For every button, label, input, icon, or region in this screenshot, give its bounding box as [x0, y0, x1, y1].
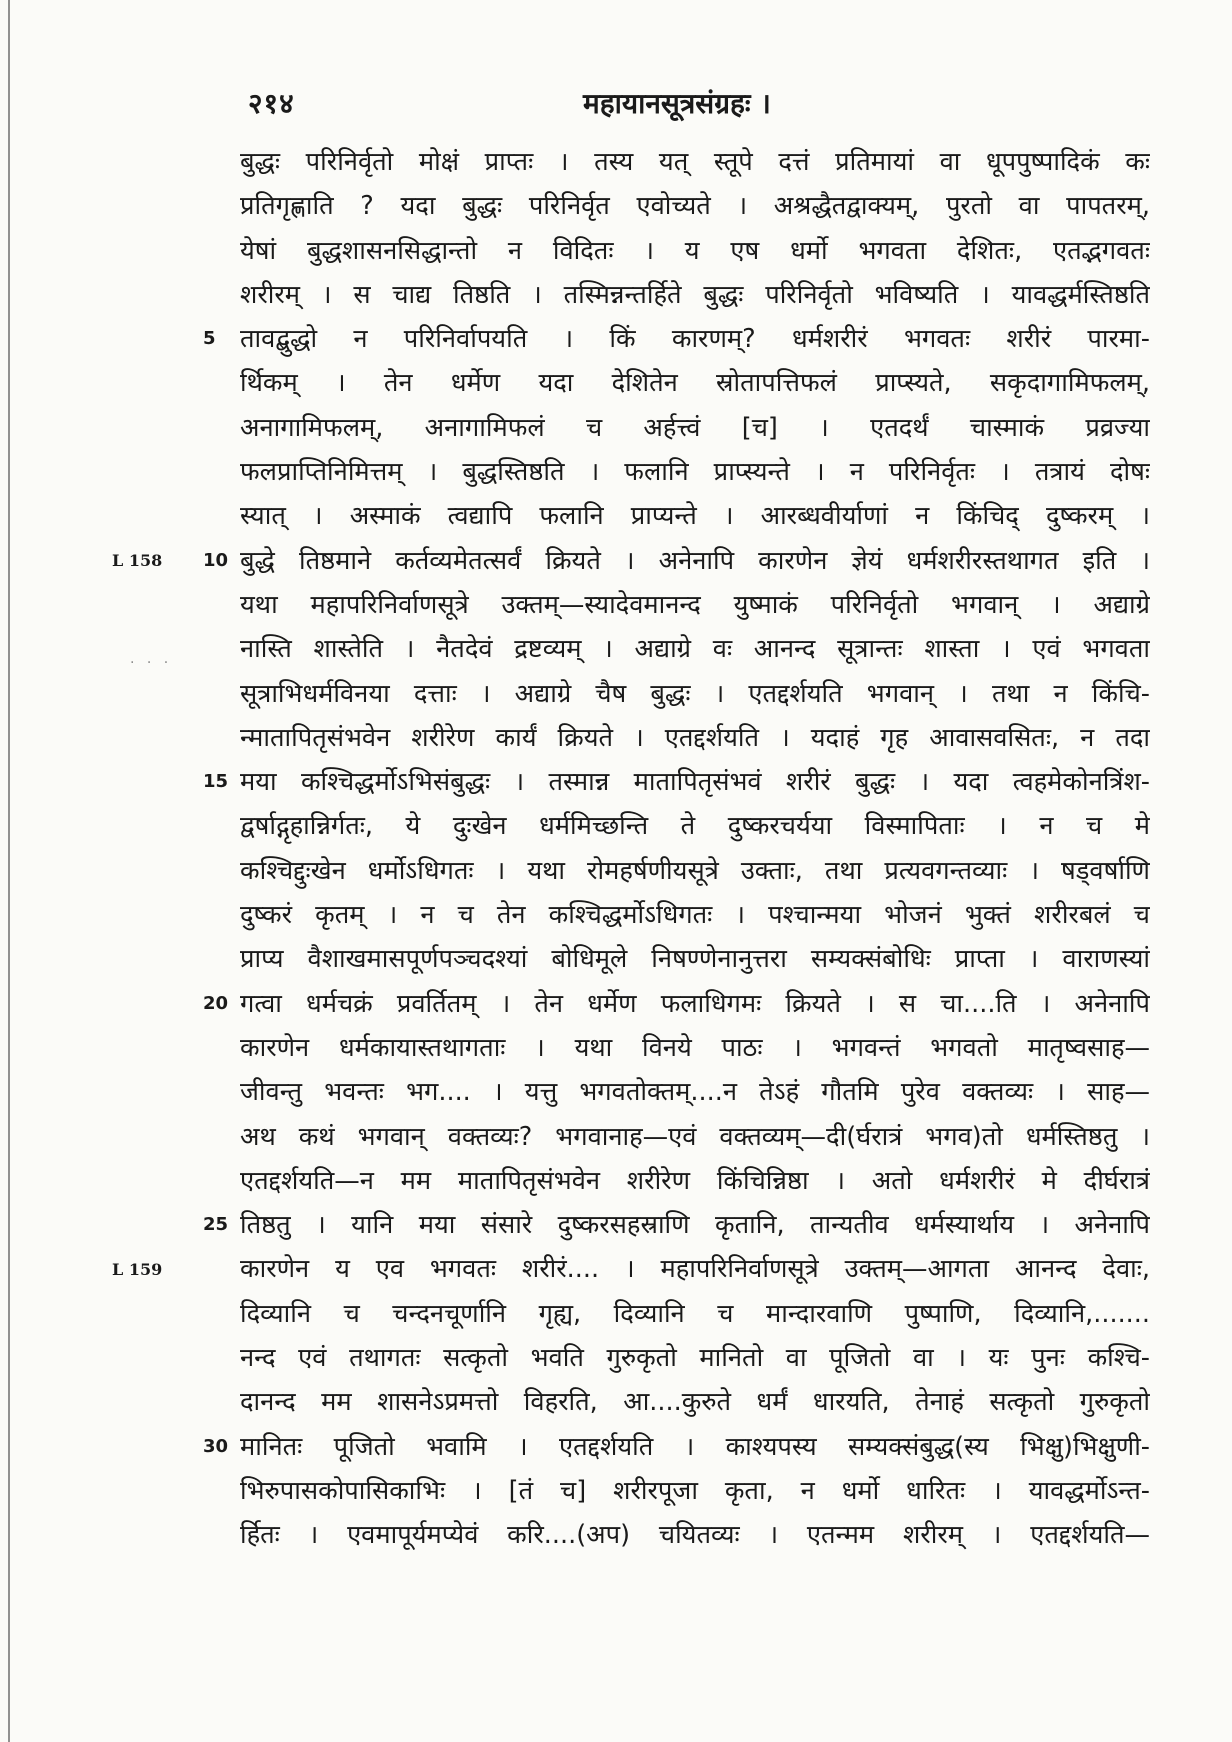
text-line: बुद्धे तिष्ठमाने कर्तव्यमेतत्सर्वं क्रियते । अनेनापि कारणेन ज्ञेयं धर्मशरीरस्तथागत इति । [240, 545, 1150, 576]
page-edge-rule [8, 0, 10, 1742]
text-line: भिरुपासकोपासिकाभिः । [तं च] शरीरपूजा कृता, न धर्मो धारितः । यावद्धर्मोऽन्त- [240, 1475, 1150, 1506]
line-number: 5 [203, 328, 216, 350]
text-line: जीवन्तु भवन्तः भग.... । यत्तु भगवतोक्तम्....न तेऽहं गौतमि पुरेव वक्तव्यः । साह— [240, 1077, 1150, 1108]
text-line: मया कश्चिद्धर्मोऽभिसंबुद्धः । तस्मान्न मातापितृसंभवं शरीरं बुद्धः । यदा त्वहमेकोनत्रिंश- [240, 767, 1150, 798]
text-line: अथ कथं भगवान् वक्तव्यः? भगवानाह—एवं वक्तव्यम्—दी(र्घरात्रं भगव)तो धर्मस्तिष्ठतु । [240, 1121, 1150, 1152]
text-line: कारणेन य एव भगवतः शरीरं.... । महापरिनिर्वाणसूत्रे उक्तम्—आगता आनन्द देवाः, [240, 1254, 1150, 1285]
page-number: २१४ [248, 87, 295, 120]
text-line: दुष्करं कृतम् । न च तेन कश्चिद्धर्मोऽधिगतः । पश्चान्मया भोजनं भुक्तं शरीरबलं च [240, 900, 1150, 931]
text-line: दानन्द मम शासनेऽप्रमत्तो विहरति, आ....कुरुते धर्मं धारयति, तेनाहं सत्कृतो गुरुकृतो [240, 1387, 1150, 1418]
text-line: प्राप्य वैशाखमासपूर्णपञ्चदश्यां बोधिमूले निषण्णेनानुत्तरा सम्यक्संबोधिः प्राप्ता । वाराणस्यां [240, 944, 1150, 975]
text-line: शरीरम् । स चाद्य तिष्ठति । तस्मिन्नन्तर्हिते बुद्धः परिनिर्वृतो भविष्यति । यावद्धर्मस्तिष्ठति [240, 279, 1150, 310]
margin-reference: L 158 [112, 550, 163, 570]
text-line: दिव्यानि च चन्दनचूर्णानि गृह्य, दिव्यानि च मान्दारवाणि पुष्पाणि, दिव्यानि,....... [240, 1298, 1150, 1329]
text-line: र्थिकम् । तेन धर्मेण यदा देशितेन स्रोतापत्तिफलं प्राप्स्यते, सकृदागामिफलम्, [240, 368, 1150, 399]
text-line: प्रतिगृह्णाति ? यदा बुद्धः परिनिर्वृत एवोच्यते । अश्रद्धैतद्वाक्यम्, पुरतो वा पापतरम्, [240, 191, 1150, 222]
text-line: एतद्दर्शयति—न मम मातापितृसंभवेन शरीरेण किंचिन्निष्ठा । अतो धर्मशरीरं मे दीर्घरात्रं [240, 1165, 1150, 1196]
margin-specks: · · · [130, 655, 173, 671]
text-line: स्यात् । अस्माकं त्वद्यापि फलानि प्राप्यन्ते । आरब्धवीर्याणां न किंचिद् दुष्करम् । [240, 501, 1150, 532]
text-line: यथा महापरिनिर्वाणसूत्रे उक्तम्—स्यादेवमानन्द युष्माकं परिनिर्वृतो भगवान् । अद्याग्रे [240, 589, 1150, 620]
text-line: अनागामिफलम्, अनागामिफलं च अर्हत्त्वं [च] । एतदर्थं चास्माकं प्रव्रज्या [240, 412, 1150, 443]
text-line: मानितः पूजितो भवामि । एतद्दर्शयति । काश्यपस्य सम्यक्संबुद्ध(स्य भिक्षु)भिक्षुणी- [240, 1431, 1150, 1462]
text-line: न्मातापितृसंभवेन शरीरेण कार्यं क्रियते । एतद्दर्शयति । यदाहं गृह आवासवसितः, न तदा [240, 722, 1150, 753]
text-line: बुद्धः परिनिर्वृतो मोक्षं प्राप्तः । तस्य यत् स्तूपे दत्तं प्रतिमायां वा धूपपुष्पादिकं कः [240, 147, 1150, 177]
line-number: 20 [203, 992, 229, 1014]
body-text [240, 140, 1150, 1558]
margin-reference: L 159 [112, 1259, 163, 1279]
text-line: तावद्बुद्धो न परिनिर्वापयति । किं कारणम्? धर्मशरीरं भगवतः शरीरं पारमा- [240, 324, 1150, 355]
text-line: फलप्राप्तिनिमित्तम् । बुद्धस्तिष्ठति । फलानि प्राप्स्यन्ते । न परिनिर्वृतः । तत्रायं दोषः [240, 457, 1150, 488]
line-number: 10 [203, 549, 229, 571]
text-line: द्वर्षाद्गृहान्निर्गतः, ये दुःखेन धर्ममिच्छन्ति ते दुष्करचर्यया विस्मापिताः । न च मे [240, 811, 1150, 842]
text-line: येषां बुद्धशासनसिद्धान्तो न विदितः । य एष धर्मो भगवता देशितः, एतद्भगवतः [240, 235, 1150, 266]
text-line: कश्चिद्दुःखेन धर्मोऽधिगतः । यथा रोमहर्षणीयसूत्रे उक्ताः, तथा प्रत्यवगन्तव्याः । षड्वर्षाणि [240, 855, 1150, 886]
text-line: तिष्ठतु । यानि मया संसारे दुष्करसहस्राणि कृतानि, तान्यतीव धर्मस्यार्थाय । अनेनापि [240, 1210, 1150, 1241]
text-line: नास्ति शास्तेति । नैतदेवं द्रष्टव्यम् । अद्याग्रे वः आनन्द सूत्रान्तः शास्ता । एवं भगवता [240, 634, 1150, 665]
text-line: कारणेन धर्मकायास्तथागताः । यथा विनये पाठः । भगवन्तं भगवतो मातृष्वसाह— [240, 1032, 1150, 1063]
line-number: 25 [203, 1214, 229, 1236]
text-line: सूत्राभिधर्मविनया दत्ताः । अद्याग्रे चैष बुद्धः । एतद्दर्शयति भगवान् । तथा न किंचि- [240, 678, 1150, 709]
line-number: 30 [203, 1435, 229, 1457]
page-header [248, 84, 1148, 124]
text-line: गत्वा धर्मचक्रं प्रवर्तितम् । तेन धर्मेण फलाधिगमः क्रियते । स चा....ति । अनेनापि [240, 988, 1150, 1019]
line-number: 15 [203, 771, 229, 793]
text-line: नन्द एवं तथागतः सत्कृतो भवति गुरुकृतो मानितो वा पूजितो वा । यः पुनः कश्चि- [240, 1343, 1150, 1374]
running-title: महायानसूत्रसंग्रहः । [583, 87, 771, 120]
text-line: र्हितः । एवमापूर्यमप्येवं करि....(अप) चयितव्यः । एतन्मम शरीरम् । एतद्दर्शयति— [240, 1520, 1150, 1551]
